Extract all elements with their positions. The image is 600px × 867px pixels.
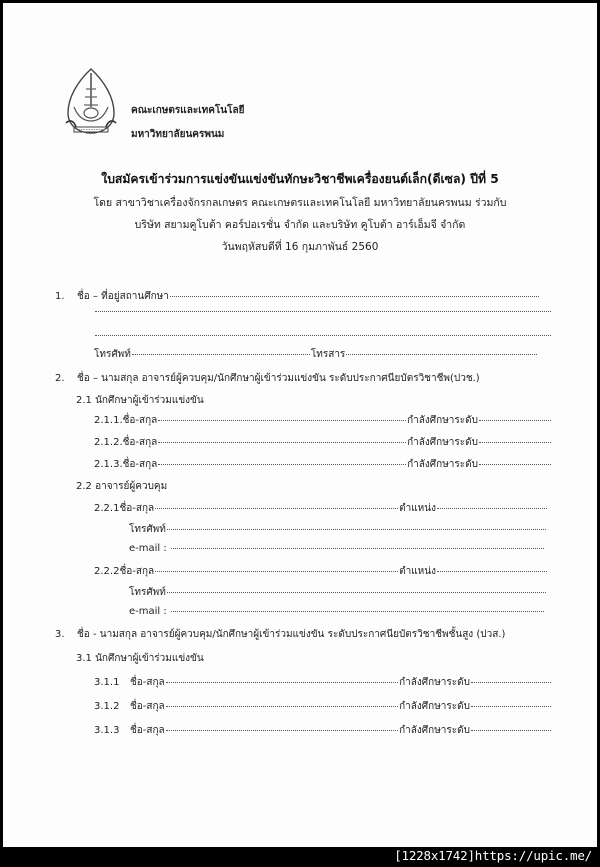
advisor-email-2-2-1[interactable]: [129, 543, 545, 554]
name-fill-line[interactable]: [166, 682, 398, 683]
form-title: ใบสมัครเข้าร่วมการแข่งขันแข่งขันทักษะวิชาชีพเครื่องยนต์เล็ก(ดีเซล) ปีที่ 5: [101, 172, 499, 186]
level-label: กำลังศึกษาระดับ: [399, 677, 470, 688]
phone-fill-line[interactable]: [132, 354, 310, 355]
row-prefix: 2.1.3.ชื่อ-สกุล: [94, 459, 158, 470]
name-fill-line[interactable]: [155, 508, 398, 509]
university-emblem-icon: [62, 67, 120, 139]
subsection-2-2-heading: 2.2 อาจารย์ผู้ควบคุม: [76, 481, 168, 492]
section-2-heading: [55, 371, 480, 386]
row-prefix: 2.1.1.ชื่อ-สกุล: [94, 415, 158, 426]
student-row-2-1-3[interactable]: [94, 457, 552, 472]
student-row-2-1-2[interactable]: [94, 435, 552, 450]
level-label: กำลังศึกษาระดับ: [399, 701, 470, 712]
phone-label: โทรศัพท์: [129, 524, 166, 535]
name-fill-line[interactable]: [166, 730, 398, 731]
student-row-2-1-1[interactable]: [94, 413, 552, 428]
position-fill-line[interactable]: [437, 571, 547, 572]
level-label: กำลังศึกษาระดับ: [407, 437, 478, 448]
phone-label: โทรศัพท์: [129, 587, 166, 598]
subsection-2-1-heading: 2.1 นักศึกษาผู้เข้าร่วมแข่งขัน: [76, 395, 204, 406]
row-prefix: ชื่อ-สกุล: [130, 677, 165, 688]
fill-line[interactable]: [170, 296, 539, 297]
form-subtitle-sponsors: บริษัท สยามคูโบต้า คอร์ปอเรชั่น จำกัด และบริษัท คูโบต้า อาร์เอ็มจี จำกัด: [134, 219, 466, 231]
student-row-3-1-2[interactable]: [94, 699, 552, 714]
email-fill-line[interactable]: [171, 548, 544, 549]
section-number: 3.: [55, 629, 65, 640]
advisor-row-2-2-2[interactable]: [94, 564, 548, 579]
name-fill-line[interactable]: [155, 571, 398, 572]
section-label: ชื่อ - นามสกุล อาจารย์ผู้ควบคุม/นักศึกษาผู้เข้าร่วมแข่งขัน ระดับประกาศนียบัตรวิชาชีพชั้นสูง (ปวส.): [77, 629, 506, 640]
level-fill-line[interactable]: [471, 730, 551, 731]
row-number: 3.1.1: [94, 677, 120, 688]
phone-label: โทรศัพท์: [94, 349, 131, 360]
advisor-email-2-2-2[interactable]: [129, 606, 545, 617]
level-label: กำลังศึกษาระดับ: [399, 725, 470, 736]
org-university-name: มหาวิทยาลัยนครพนม: [131, 129, 225, 140]
form-date: วันพฤหัสบดีที่ 16 กุมภาพันธ์ 2560: [221, 241, 379, 253]
level-fill-line[interactable]: [479, 464, 551, 465]
name-fill-line[interactable]: [158, 442, 406, 443]
fax-label: โทรสาร: [310, 349, 346, 360]
level-fill-line[interactable]: [479, 420, 551, 421]
section-3-heading: [55, 627, 505, 642]
image-host-footer: [0, 847, 600, 867]
fill-line[interactable]: [95, 335, 551, 336]
position-fill-line[interactable]: [437, 508, 547, 509]
phone-fill-line[interactable]: [167, 592, 546, 593]
phone-fill-line[interactable]: [167, 529, 546, 530]
level-fill-line[interactable]: [471, 682, 551, 683]
school-address-line-1[interactable]: [94, 313, 552, 314]
field-label: ชื่อ – ที่อยู่สถานศึกษา: [77, 291, 169, 302]
name-fill-line[interactable]: [166, 706, 398, 707]
fax-fill-line[interactable]: [346, 354, 537, 355]
section-number: 2.: [55, 373, 65, 384]
school-address-line-2[interactable]: [94, 337, 552, 338]
advisor-row-2-2-1[interactable]: [94, 501, 548, 516]
level-label: กำลังศึกษาระดับ: [407, 459, 478, 470]
row-prefix: ชื่อ-สกุล: [130, 701, 165, 712]
row-prefix: ชื่อ-สกุล: [130, 725, 165, 736]
position-label: ตำแหน่ง: [399, 503, 436, 514]
student-row-3-1-1[interactable]: [94, 675, 552, 690]
advisor-phone-2-2-1[interactable]: [129, 522, 547, 537]
form-subtitle-organizer: โดย สาขาวิชาเครื่องจักรกลเกษตร คณะเกษตรและเทคโนโลยี มหาวิทยาลัยนครพนม ร่วมกับ: [93, 197, 507, 209]
document-page: [3, 3, 597, 847]
school-name-field[interactable]: [55, 289, 540, 304]
section-label: ชื่อ – นามสกุล อาจารย์ผู้ควบคุม/นักศึกษาผู้เข้าร่วมแข่งขัน ระดับประกาศนียบัตรวิชาชีพ(ปวช.): [77, 373, 480, 384]
position-label: ตำแหน่ง: [399, 566, 436, 577]
row-prefix: 2.1.2.ชื่อ-สกุล: [94, 437, 158, 448]
email-label: e-mail :: [129, 543, 167, 554]
advisor-phone-2-2-2[interactable]: [129, 585, 547, 600]
row-prefix: 2.2.2ชื่อ-สกุล: [94, 566, 155, 577]
student-row-3-1-3[interactable]: [94, 723, 552, 738]
row-number: 3.1.2: [94, 701, 120, 712]
level-fill-line[interactable]: [479, 442, 551, 443]
fill-line[interactable]: [95, 311, 551, 312]
watermark-text: [1228x1742]https://upic.me/: [394, 848, 592, 863]
level-fill-line[interactable]: [471, 706, 551, 707]
row-prefix: 2.2.1ชื่อ-สกุล: [94, 503, 155, 514]
name-fill-line[interactable]: [158, 464, 406, 465]
row-number: 3.1.3: [94, 725, 120, 736]
org-faculty-name: คณะเกษตรและเทคโนโลยี: [131, 105, 245, 116]
school-contact-row: [94, 347, 538, 362]
email-fill-line[interactable]: [171, 611, 544, 612]
subsection-3-1-heading: 3.1 นักศึกษาผู้เข้าร่วมแข่งขัน: [76, 653, 204, 664]
section-number: 1.: [55, 291, 65, 302]
name-fill-line[interactable]: [158, 420, 406, 421]
level-label: กำลังศึกษาระดับ: [407, 415, 478, 426]
email-label: e-mail :: [129, 606, 167, 617]
